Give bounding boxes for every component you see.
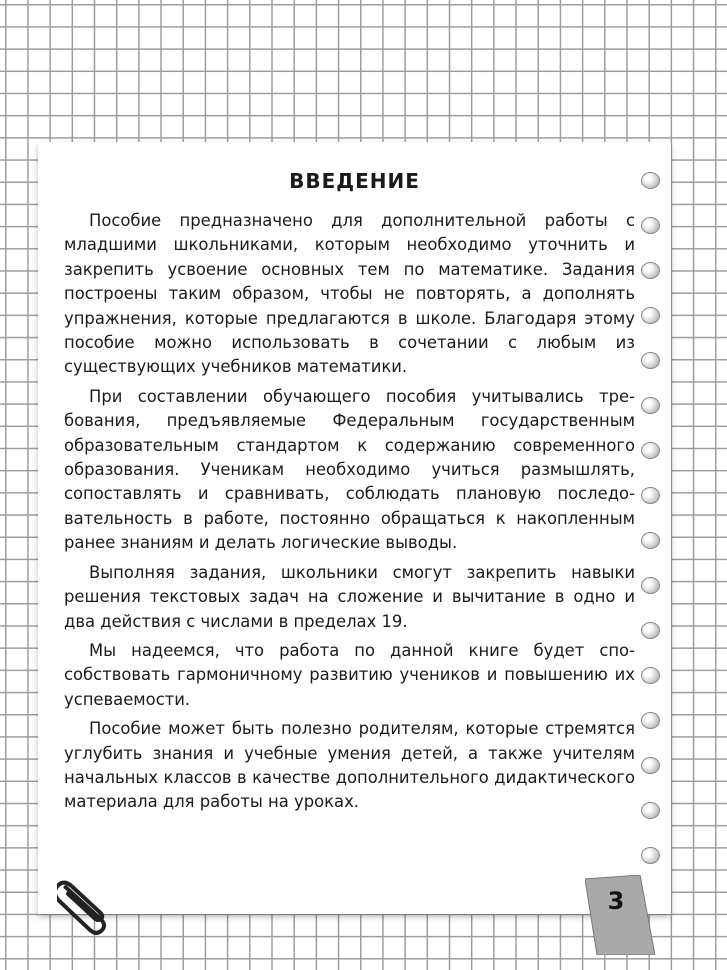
binder-hole-icon [641, 442, 660, 459]
binder-hole-icon [641, 307, 660, 324]
body-text [64, 209, 635, 820]
paperclip-icon [57, 862, 109, 938]
binder-hole-icon [641, 847, 660, 864]
paragraph-4: Мы надеемся, что работа по данной книге будет способствовать гармоничному развитию учеников и повышению их успеваемости. [64, 640, 635, 709]
paragraph-2: При составлении обучающего пособия учитывались требования, предъявляемые Федеральным государственным образовательным стандартом к содержанию современного образования. Ученикам необходимо учиться размышлять, сопоставлять и сравнивать, соблюдать плановую последовательность в работе, постоянно обращаться к накопленным ранее знаниям и делать логические выводы. [64, 386, 635, 553]
paragraph-3: Выполняя задания, школьники смогут закрепить навыки решения текстовых задач на сложение и вычитание в одно и два действия с числами в пределах 19. [64, 562, 635, 631]
page-sheet [38, 142, 671, 914]
binder-holes [639, 172, 663, 872]
binder-hole-icon [641, 802, 660, 819]
binder-hole-icon [641, 172, 660, 189]
binder-hole-icon [641, 397, 660, 414]
binder-hole-icon [641, 757, 660, 774]
binder-hole-icon [641, 487, 660, 504]
page-title: ВВЕДЕНИЕ [289, 169, 420, 193]
page-number: 3 [607, 887, 625, 915]
binder-hole-icon [641, 622, 660, 639]
binder-hole-icon [641, 712, 660, 729]
paragraph-1: Пособие предназначено для дополнительной работы с младшими школьниками, которым необходимо уточнить и закрепить усвоение основных тем по математике. Задания построены таким образом, чтобы не повторять, а дополнять упражнения, которые предлагаются в школе. Благодаря этому пособие можно использовать в сочетании с любым из существующих учебников математики. [64, 211, 635, 377]
binder-hole-icon [641, 217, 660, 234]
binder-hole-icon [641, 532, 660, 549]
binder-hole-icon [641, 262, 660, 279]
paragraph-5: Пособие может быть полезно родителям, которые стремятся углубить знания и учебные умения детей, а также учителям начальных классов в качестве дополнительного дидактического материала для работы на уроках. [64, 719, 635, 812]
binder-hole-icon [641, 577, 660, 594]
binder-hole-icon [641, 352, 660, 369]
binder-hole-icon [641, 667, 660, 684]
